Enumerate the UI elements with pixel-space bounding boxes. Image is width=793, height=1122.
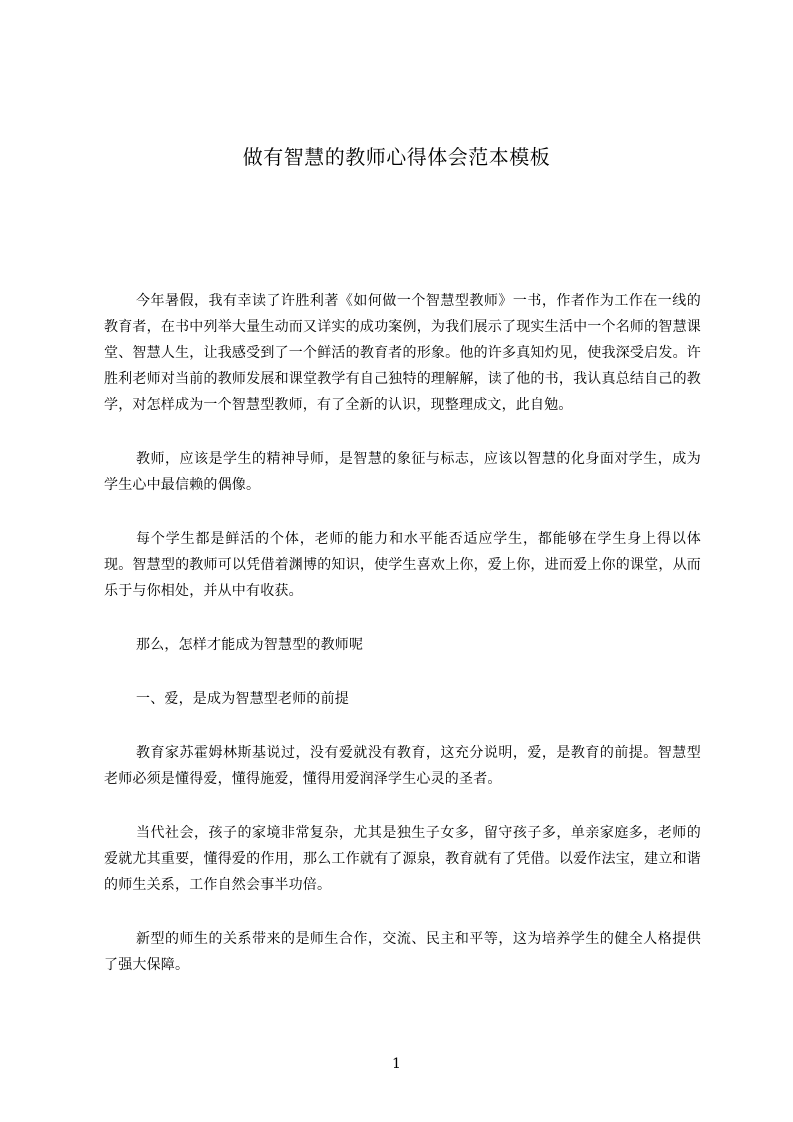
document-title: 做有智慧的教师心得体会范本模板	[242, 145, 551, 169]
paragraph-sukhomlinsky: 教育家苏霍姆林斯基说过，没有爱就没有教育，这充分说明，爱，是教育的前提。智慧型老师必须是懂得爱，懂得施爱，懂得用爱润泽学生心灵的圣者。	[104, 745, 701, 787]
document-body	[104, 288, 701, 1006]
paragraph-students: 每个学生都是鲜活的个体，老师的能力和水平能否适应学生，都能够在学生身上得以体现。智慧型的教师可以凭借着渊博的知识，使学生喜欢上你，爱上你，进而爱上你的课堂，从而乐于与你相处，并从中有收获。	[104, 531, 701, 599]
paragraph-relationship: 新型的师生的关系带来的是师生合作，交流、民主和平等，这为培养学生的健全人格提供了强大保障。	[104, 931, 701, 973]
page-number: 1	[392, 1056, 401, 1072]
section-heading-love: 一、爱，是成为智慧型老师的前提	[136, 691, 349, 707]
paragraph-teacher-role: 教师，应该是学生的精神导师，是智慧的象征与标志，应该以智慧的化身面对学生，成为学生心中最信赖的偶像。	[104, 451, 701, 493]
paragraph-modern-society: 当代社会，孩子的家境非常复杂，尤其是独生子女多，留守孩子多，单亲家庭多，老师的爱就尤其重要，懂得爱的作用，那么工作就有了源泉，教育就有了凭借。以爱作法宝，建立和谐的师生关系，工作自然会事半功倍。	[104, 825, 701, 893]
paragraph-intro: 今年暑假，我有幸读了许胜利著《如何做一个智慧型教师》一书，作者作为工作在一线的教育者，在书中列举大量生动而又详实的成功案例，为我们展示了现实生活中一个名师的智慧课堂、智慧人生，让我感受到了一个鲜活的教育者的形象。他的许多真知灼见，使我深受启发。许胜利老师对当前的教师发展和课堂教学有自己独特的理解解，读了他的书，我认真总结自己的教学，对怎样成为一个智慧型教师，有了全新的认识，现整理成文，此自勉。	[104, 293, 701, 413]
paragraph-question: 那么，怎样才能成为智慧型的教师呢	[136, 637, 364, 653]
